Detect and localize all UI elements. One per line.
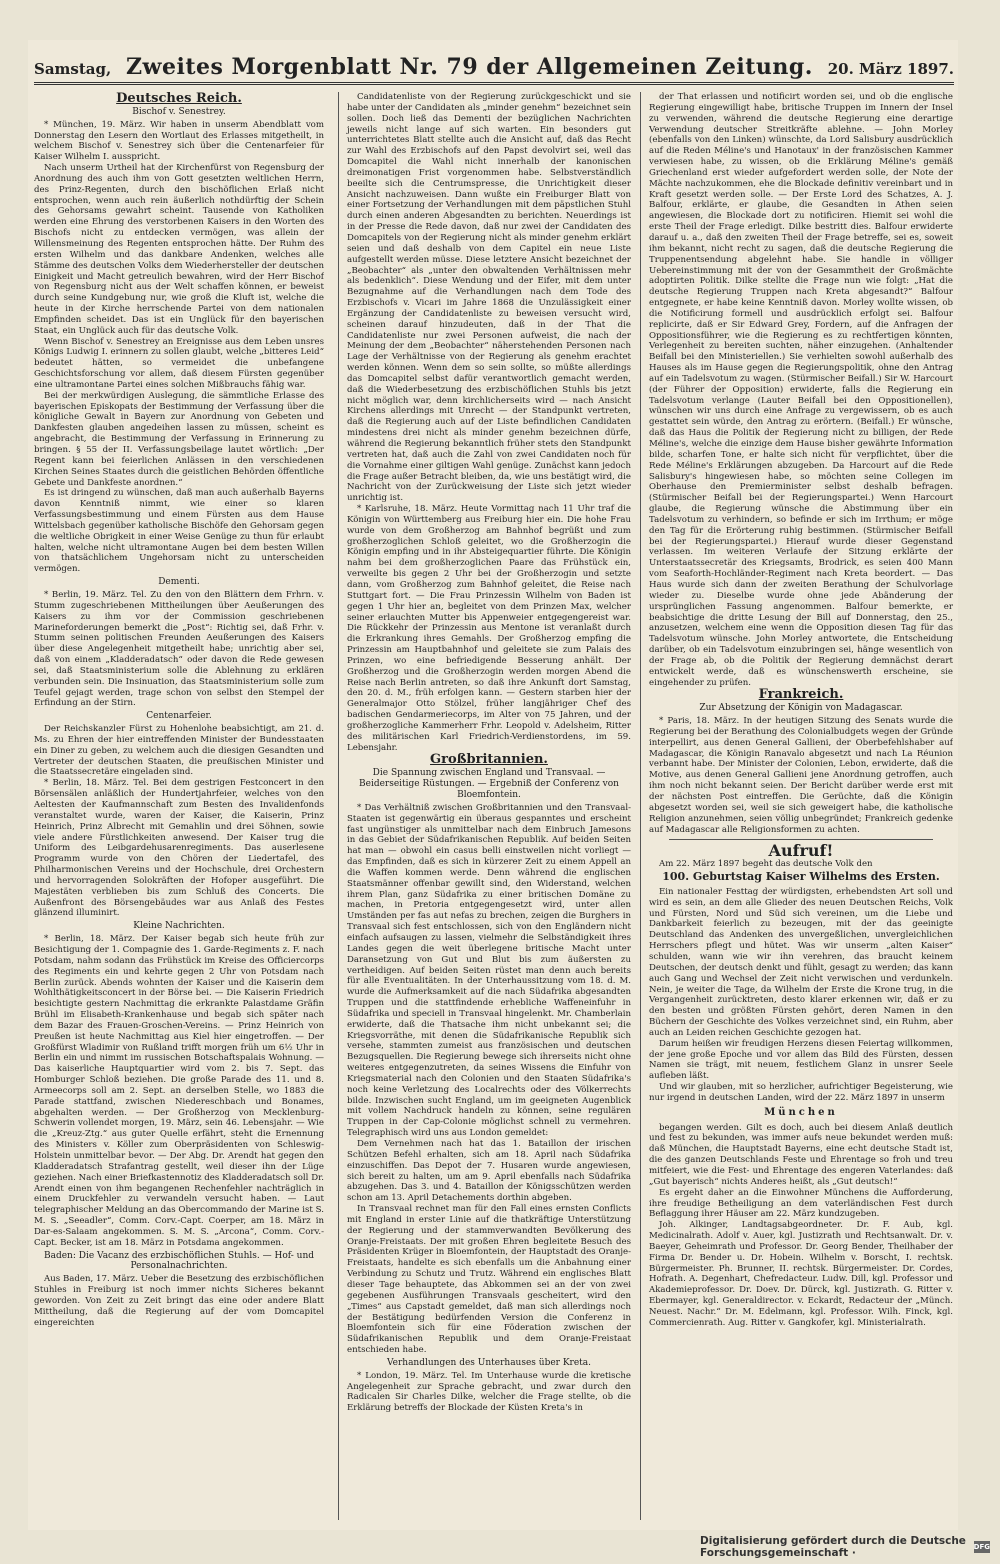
article-paragraph: * Paris, 18. März. In der heutigen Sitzung des Senats wurde die Regierung bei der Berathung des Colonialbudgets wegen der Gründe interpellirt, aus denen General Gallieni, der Oberbefehlshaber auf Madagascar, die Königin Ranavalo abgesetzt und nach La Réunion verbannt habe. Der Minister der Colonien, Lebon, erwiderte, daß die Motive, aus denen General Gallieni jene Anordnung getroffen, auch ihm noch nicht bekannt seien. Der Bericht darüber werde erst mit der nächsten Post eintreffen. Die Gerüchte, daß die Königin abgesetzt worden sei, weil sie sich geweigert habe, die katholische Religion anzunehmen, seien völlig unbegründet; Frankreich gedenke auf Madagascar alle Religionsformen zu achten. <box>649 716 953 835</box>
column-1 <box>34 92 324 1520</box>
masthead-day: Samstag, <box>34 60 112 78</box>
aufruf-paragraph: Es ergeht daher an die Einwohner Münchens die Aufforderung, ihre freudige Betheiligung an dem vaterländischen Fest durch Beflaggung ihrer Häuser am 22. März kundzugeben. <box>649 1187 953 1220</box>
article-paragraph: * München, 19. März. Wir haben in unserm Abendblatt vom Donnerstag den Lesern den Wortlaut des Erlasses mitgetheilt, in welchem Bischof v. Senestrey sich über die Centenarfeier für Kaiser Wilhelm I. ausspricht. <box>34 119 324 163</box>
article-paragraph: Es ist dringend zu wünschen, daß man auch außerhalb Bayerns davon Kenntniß nimmt, wie einer so klaren Verfassungsbestimmung und einem Fürsten aus dem Hause Wittelsbach gegenüber katholische Bischöfe den Gehorsam gegen die weltliche Obrigkeit in einer Weise Genüge zu thun für erlaubt halten, welche nicht ultramontane Augen bei dem besten Willen von thatsächlichem Ungehorsam nicht zu unterscheiden vermögen. <box>34 488 324 575</box>
subheading: Verhandlungen des Unterhauses über Kreta. <box>386 1357 592 1368</box>
article-paragraph: * Das Verhältniß zwischen Großbritannien und den Transvaal-Staaten ist gegenwärtig ein überaus gespanntes und erscheint fast ungünstiger als unmittelbar nach dem Einbruch Jamesons in das Gebiet der Südafrikanischen Republik. Auf beiden Seiten hat man — obwohl ein casus belli einstweilen nicht vorliegt — das Empfinden, daß es sich in kürzerer Zeit zu einem Appell an die Waffen kommen werde. Denn während die englischen Staatsmänner offenbar gewillt sind, den Widerstand, welchen ihrem Plan, ganz Südafrika zu einer britischen Domäne zu machen, in Pretoria entgegengesetzt wird, unter allen Umständen per fas aut nefas zu brechen, zeigen die Burghers in Transvaal sich fest entschlossen, sich von den Engländern nicht einfach aufsaugen zu lassen, vielmehr die Selbständigkeit ihres Landes gegen die weit überlegene britische Macht unter Daransetzung von Gut und Blut bis zum äußersten zu vertheidigen. Auf beiden Seiten rüstet man denn auch bereits für alle Eventualitäten. In der Unterhaussitzung vom 18. d. M. wurde die Aufmerksamkeit auf die nach Südafrika abgesandten Truppen und die stattfindende erhebliche Waffeneinfuhr in Südafrika und speciell in Transvaal hingelenkt. Mr. Chamberlain erwiderte, daß die Thatsache ihm nicht unbekannt sei; die Kriegsvorräthe, mit denen die Südafrikanische Republik sich versehe, stammten zumeist aus französischen und deutschen Bezugsquellen. Die Regierung bewege sich ihrerseits nicht ohne weiteres entgegenzutreten, da seines Wissens die Einfuhr von Kriegsmaterial nach den Colonien und den Staaten Südafrika's noch keine Verletzung des Localrechts oder des Völkerrechts bilde. Inzwischen sucht England, um im geeigneten Augenblick mit vollem Nachdruck handeln zu können, seine regulären Truppen in der Cap-Colonie möglichst schnell zu vermehren. Telegraphisch wird uns aus London gemeldet: <box>347 802 631 1139</box>
aufruf-paragraph: Darum heißen wir freudigen Herzens diesen Feiertag willkommen, der jene große Epoche und vor allem das Bild des Fürsten, dessen Namen sie trägt, mit neuem, festlichem Glanz in unsrer Seele aufleben läßt. <box>649 1038 953 1082</box>
subheading: Bischof v. Senestrey. <box>132 106 226 117</box>
aufruf-paragraph: begangen werden. Gilt es doch, auch bei diesem Anlaß deutlich und fest zu bekunden, was immer aufs neue bekundet werden muß: daß München, die Hauptstadt Bayerns, eine echt deutsche Stadt ist, die des ganzen Deutschlands Feste und Ehrentage so froh und treu mitfeiert, wie die Fest- und Ehrentage des engeren Vaterlandes: daß „Gut bayerisch“ nichts Anderes heißt, als „Gut deutsch!“ <box>649 1122 953 1187</box>
section-heading-deutsches-reich: Deutsches Reich. <box>116 92 242 106</box>
masthead <box>34 48 954 85</box>
article-paragraph: der That erlassen und notificirt worden sei, und ob die englische Regierung eingewilligt habe, britische Truppen im Innern der Insel zu verwenden, während die deutsche Regierung eine derartige Verwendung deutscher Streitkräfte ablehne. — John Morley (ebenfalls von den Linken) wünschte, da Lord Salisbury ausdrücklich auf die Reden Méline's und Hanotaux' in der französischen Kammer verwiesen habe, zu wissen, ob die Erklärung Méline's gemäß Griechenland erst wieder aufgefordert werden solle, der Note der Mächte nachzukommen, ehe die Blockade definitiv vereinbart und in Kraft gesetzt werden solle. — Der Erste Lord des Schatzes, A. J. Balfour, erklärte, er glaube, die Gesandten in Athen seien angewiesen, die Blockade dort zu notificiren. Hiemit sei wohl die erste Theil der Frage erledigt. Dilke bestritt dies. Balfour erwiderte darauf u. a., daß den zweiten Theil der Frage betreffe, sei es, soweit ihm bekannt, nicht recht zu sagen, daß die deutsche Regierung die Truppenentsendung abgelehnt habe. Sie handle in völliger Uebereinstimmung mit der von der Gesammtheit der Großmächte adoptirten Politik. Dilke stellte die Frage nun wie folgt: „Hat die deutsche Regierung Truppen nach Kreta abgesandt?“ Balfour entgegnete, er habe keine Kenntniß davon. Morley wollte wissen, ob die Notificirung formell und ausdrücklich erfolgt sei. Balfour replicirte, daß er Sir Edward Grey, Fordern, auf die Anfragen der Oppositionsführer, wie die Regierung es zu rechtfertigen könnten, Verlegenheit zu bereiten suchten, näher einzugehen. (Anhaltender Beifall bei den Ministeriellen.) Sie verhielten sowohl außerhalb des Hauses als im Hause gegen die Regierungspolitik, ohne den Antrag auf ein Tadelsvotum zu wagen. (Stürmischer Beifall.) Sir W. Harcourt (der Führer der Opposition) erwiderte, falls die Regierung ein Tadelsvotum verlange (Lauter Beifall bei den Oppositionellen), wünschen wir uns durch eine Anfrage zu vergewissern, ob es auch gestattet sein würde, den Antrag zu erörtern. (Beifall.) Er wünsche, daß das Haus die Politik der Regierung nicht zu billigen, der Rede Méline's, welche die einzige dem Hause bisher gewährte Information bilde, scharfen Tone, er halte sich nicht für verpflichtet, über die Rede Méline's Erklärungen abzugeben. Da Harcourt auf die Rede Salisbury's hingewiesen habe, so möchten seine Collegen im Oberhause den Premierminister selbst deshalb befragen. (Stürmischer Beifall bei der Regierungspartei.) Wenn Harcourt glaube, die Regierung wünsche die Abstimmung über ein Tadelsvotum zu verhindern, so befinde er sich im Irrthum; er möge den Tag für die Erörterung ruhig bestimmen. (Stürmischer Beifall bei der Regierungspartei.) Hierauf wurde dieser Gegenstand verlassen. Im weiteren Verlaufe der Sitzung erklärte der Unterstaatssecretär des Kriegsamts, Brodrick, es seien 400 Mann vom Seaforth-Hochländer-Regiment nach Kreta beordert. — Das Haus wurde sich dann der zweiten Berathung der Schulvorlage wieder zu. Dieselbe wurde ohne jede Abänderung der ursprünglichen Fassung angenommen. Balfour bemerkte, er beabsichtige die dritte Lesung der Bill auf Donnerstag, den 25., anzusetzen, welchem eine wenn die Opposition diesen Tag für das Tadelsvotum wünsche. John Morley antwortete, die Entscheidung darüber, ob ein Tadelsvotum einzubringen sei, hänge wesentlich von der Frage ab, ob die Politik der Regierung demnächst derart entwickelt werde, daß es wünschenswerth erscheine, sie eingehender zu prüfen. <box>649 92 953 688</box>
masthead-title: Zweites Morgenblatt Nr. 79 der Allgemeinen Zeitung. <box>125 54 813 80</box>
signatories-list: Joh. Alkinger, Landtagsabgeordneter. Dr. F. Aub, kgl. Medicinalrath. Adolf v. Auer, kgl. Justizrath und Rechtsanwalt. Dr. v. Baeyer, Geheimrath und Professor. Dr. Georg Bender, Theilhaber der Firma Dr. Bender u. Dr. Hobein. Wilhelm v. Borscht, I. rechtsk. Bürgermeister. Ph. Brunner, II. rechtsk. Bürgermeister. Dr. Cordes, Hofrath. A. Degenhart, Chefredacteur. Ludw. Dill, kgl. Professor und Akademieprofessor. Dr. Doev. Dr. Dürck, kgl. Justizrath. G. Ritter v. Ebermayer, kgl. Generaldirector. v. Eckardt, Redacteur der „Münch. Neuest. Nachr.“ Dr. M. Edelmann, kgl. Professor. Wilh. Finck, kgl. Commercienrath. Aug. Ritter v. Gangkofer, kgl. Ministerialrath. <box>649 1220 953 1328</box>
subheading: Die Spannung zwischen England und Transvaal. — Beiderseitige Rüstungen. — Ergebniß der Conferenz von Bloemfontein. <box>359 768 619 800</box>
aufruf-heading: Aufruf! <box>768 841 834 861</box>
article-paragraph: In Transvaal rechnet man für den Fall eines ernsten Conflicts mit England in erster Linie auf die thatkräftige Unterstützung der Regierung und der stammverwandten Bevölkerung des Oranje-Freistaats. Der mit großen Ehren begleitete Besuch des Präsidenten Krüger in Bloemfontein, der Hauptstadt des Oranje-Freistaats, handelte es sich ebenfalls um die Anbahnung einer Verbindung zu Schutz und Trutz. Während ein englisches Blatt dieser Tage behauptete, das Abkommen sei an der von zwei gegebenen Ausführungen Transvaals gescheitert, wird den „Times“ aus Capstadt gemeldet, daß man sich allerdings noch der Bestätigung bedürfenden Version die Conferenz in Bloemfontein sich für eine Föderation zwischen der Südafrikanischen Republik und dem Oranje-Freistaat entschieden habe. <box>347 1204 631 1356</box>
article-paragraph: * London, 19. März. Tel. Im Unterhause wurde die kretische Angelegenheit zur Sprache gebracht, und zwar durch den Radicalen Sir Charles Dilke, welcher die Frage stellte, ob die Erklärung betreffs der Blockade der Küsten Kreta's in <box>347 1370 631 1414</box>
dfg-logo-icon: DFG <box>973 1543 990 1551</box>
article-paragraph: Wenn Bischof v. Senestrey an Ereignisse aus dem Leben unsres Königs Ludwig I. erinnern zu sollen glaubt, welche „bitteres Leid“ bedeutet hätten, so vermeidet die unbefangene Geschichtsforschung vor allem, daß diesem Fürsten gegenüber eine ultramontane Partei eines solchen Mißbrauchs fähig war. <box>34 336 324 390</box>
subheading: Kleine Nachrichten. <box>133 921 225 932</box>
muenchen-heading: München <box>764 1106 838 1118</box>
subheading: Baden: Die Vacanz des erzbischöflichen Stuhls. — Hof- und Personalnachrichten. <box>43 1250 315 1272</box>
digitization-footer <box>700 1537 990 1557</box>
jubilee-heading: 100. Geburtstag Kaiser Wilhelms des Ersten. <box>662 870 940 884</box>
column-2 <box>338 92 631 1520</box>
section-heading-grossbritannien: Großbritannien. <box>430 752 548 768</box>
aufruf-paragraph: Und wir glauben, mit so herzlicher, aufrichtiger Begeisterung, wie nur irgend in deutschen Landen, wird der 22. März 1897 in unserm <box>649 1082 953 1103</box>
article-paragraph: * Karlsruhe, 18. März. Heute Vormittag nach 11 Uhr traf die Königin von Württemberg aus Freiburg hier ein. Die hohe Frau wurde von dem Großherzog am Bahnhof begrüßt und zum großherzoglichen Schloß geleitet, wo die Großherzogin die Königin empfing und in ihr Absteigequartier führte. Die Königin nahm bei dem großherzoglichen Paare das Frühstück ein, verweilte bis gegen 2 Uhr bei der Großherzogin und setzte dann, vom Großherzog zum Bahnhof geleitet, die Reise nach Stuttgart fort. — Die Frau Prinzessin Wilhelm von Baden ist gegen 1 Uhr hier an, begleitet von dem Prinzen Max, welcher seiner erlauchten Mutter bis Appenweier entgegengereist war. Die Rückkehr der Prinzessin aus Mentone ist veranlaßt durch die Erkrankung ihres Gemahls. Der Großherzog empfing die Prinzessin am Hauptbahnhof und geleitete sie zum Palais des Prinzen, wo eine befriedigende Besserung anhält. Der Großherzog und die Großherzogin werden morgen Abend die Reise nach Berlin antreten, so daß ihre Ankunft dort Samstag, den 20. d. M., früh erfolgen kann. — Gestern starben hier der Generalmajor Otto Stölzel, früher langjähriger Chef des badischen Gendarmeriecorps, im Alter von 75 Jahren, und der großherzogliche Kammerherr Frhr. Leopold v. Adelsheim, Ritter des militärischen Karl Friedrich-Verdienstordens, im 59. Lebensjahr. <box>347 504 631 753</box>
section-heading-frankreich: Frankreich. <box>758 687 844 703</box>
masthead-date: 20. März 1897. <box>827 60 954 78</box>
article-paragraph: Aus Baden, 17. März. Ueber die Besetzung des erzbischöflichen Stuhles in Freiburg ist noch immer nichts Sicheres bekannt geworden. Von Zeit zu Zeit bringt das eine oder andere Blatt Mittheilung, daß die Regierung auf der vom Domcapitel eingereichten <box>34 1274 324 1328</box>
article-paragraph: * Berlin, 19. März. Tel. Zu den von den Blättern dem Frhrn. v. Stumm zugeschriebenen Mittheilungen über Aeußerungen des Kaisers zu ihm vor der Commission geschriebenen Marineforderungen bemerkt die „Post“: Richtig sei, daß Frhr. v. Stumm seinen politischen Freunden Aeußerungen des Kaisers über diese Angelegenheit mitgetheilt habe; unrichtig aber sei, daß von einem „Kladderadatsch“ oder davon die Rede gewesen sei, daß Staatsministerium solle die Ablehnung zu erklären verbunden sein. Die Insinuation, das Staatsministerium solle zum Teufel gejagt werden, trage schon von selbst den Stempel der Erfindung an der Stirn. <box>34 589 324 709</box>
article-paragraph: Nach unserm Urtheil hat der Kirchenfürst von Regensburg der Anordnung des auch ihm von Gott gesetzten weltlichen Herrn, des Prinz-Regenten, durch den bischöflichen Erlaß nicht entsprochen, wenn auch rein äußerlich nothdürftig der Schein des Gehorsams gewahrt scheint. Tausende von Katholiken werden eine Ehrung des verstorbenen Kaisers in den Worten des Bischofs nicht zu entdecken vermögen, was allein der Willensmeinung des Regenten entsprochen hätte. Der Ruhm des ersten Wilhelm und das dankbare Andenken, welches alle Stämme des deutschen Volks dem Wiederhersteller der deutschen Einigkeit und Macht getreulich bewahren, wird der Herr Bischof von Regensburg nicht aus der Welt schaffen können, er beweist durch seine Kundgebung nur, wie groß die Kluft ist, welche die heute in der Kirche herrschende Partei von dem nationalen Empfinden scheidet. Das ist ein Unglück für den bayerischen Staat, ein Unglück auch für das deutsche Volk. <box>34 163 324 336</box>
article-paragraph: Der Reichskanzler Fürst zu Hohenlohe beabsichtigt, am 21. d. Ms. zu Ehren der hier eintreffenden Minister der Bundesstaaten ein Diner zu geben, zu welchem auch die diesigen Gesandten und Vertreter der deutschen Staaten, die preußischen Minister und die Staatssecretäre eingeladen sind. <box>34 724 324 778</box>
article-paragraph: * Berlin, 18. März. Tel. Bei dem gestrigen Festconcert in den Börsensälen anläßlich der Hundertjahrfeier, welches von den Aeltesten der Kaufmannschaft zum Besten des Invalidenfonds veranstaltet wurde, waren der Kaiser, die Kaiserin, Prinz Heinrich, Prinz Albrecht mit Gemahlin und drei Söhnen, sowie viele andere Fürstlichkeiten anwesend. Der Kaiser trug die Uniform des Leibgardehusarenregiments. Das auserlesene Programm wurde von den Chören der Liedertafel, des Philharmonischen Vereins und der Hochschule, drei Orchestern und hervorragenden Solokräften der Hofoper ausgeführt. Die Majestäten verblieben bis zum Schluß des Concerts. Die Außenfront des Börsengebäudes war aus Anlaß des Festes glänzend illuminirt. <box>34 778 324 919</box>
aufruf-paragraph: Ein nationaler Festtag der würdigsten, erhebendsten Art soll und wird es sein, an dem alle Glieder des neuen Deutschen Reichs, Volk und Fürsten, Nord und Süd sich vereinen, um die Liebe und Dankbarkeit feierlich zu bezeugen, mit der das geeinigte Deutschland das Andenken des unvergeßlichen, unvergleichlichen Herrschers pflegt und hütet. Was wir unserm „alten Kaiser“ schulden, wann wie wir ihn verehren, das braucht keinem Deutschen, der deutsch denkt und fühlt, gesagt zu werden; das kann auch Gang und Wechsel der Zeit nicht verwischen und verdunkeln. Nein, je weiter die Tage, da Wilhelm der Erste die Krone trug, in die Vergangenheit zurücktreten, desto klarer erkennen wir, daß er zu den besten und größten Fürsten gehört, deren Namen in den Büchern der Geschichte des Volkes verzeichnet sind, ein Ruhm, aber auch an Leiden reichen Geschichte gezogen hat. <box>649 886 953 1038</box>
subheading: Zur Absetzung der Königin von Madagascar. <box>699 703 903 714</box>
article-paragraph: Bei der merkwürdigen Auslegung, die sämmtliche Erlasse des bayerischen Episkopats der Bestimmung der Verfassung über die königliche Gewalt in Bayern zur Anordnung von Gebeten und Dankfesten glauben angedeihen lassen zu müssen, scheint es angebracht, die Bestimmung der Verfassung in Erinnerung zu bringen. § 55 der II. Verfassungsbeilage lautet wörtlich: „Der Regent kann bei feierlichen Anlässen in den verschiedenen Kirchen Seines Staates durch die geistlichen Behörden öffentliche Gebete und Dankfeste anordnen.“ <box>34 390 324 488</box>
aufruf-paragraph: Am 22. März 1897 begeht das deutsche Volk den <box>659 859 873 870</box>
article-paragraph: Dem Vernehmen nach hat das 1. Bataillon der irischen Schützen Befehl erhalten, sich am 18. April nach Südafrika einzuschiffen. Das Depot der 7. Husaren wurde angewiesen, sich bereit zu halten, um am 9. April ebenfalls nach Südafrika abzugehen. Das 3. und 4. Bataillon der Königsschützen werden schon am 13. April Detachements dorthin abgeben. <box>347 1139 631 1204</box>
article-paragraph: Candidatenliste von der Regierung zurückgeschickt und sie habe unter der Candidaten als „minder genehm“ bezeichnet sein sollen. Doch ließ das Dementi der bezüglichen Nachrichten jeweils nicht lange auf sich warten. Ein besonders gut unterrichtetes Blatt stellte auch die Ansicht auf, daß das Recht zur Wahl des Erzbischofs auf den Papst devolvirt sei, weil das Domcapitel die Wahl nicht innerhalb der kanonischen dreimonatigen Frist vorgenommen habe. Selbstverständlich beeilte sich die Centrumspresse, die Unrichtigkeit dieser Ansicht nachzuweisen. Dann wußte ein Freiburger Blatt von einer Fortsetzung der Verhandlungen mit dem päpstlichen Stuhl durch einen anderen Abgesandten zu berichten. Neuerdings ist in der Presse die Rede davon, daß nur zwei der Candidaten des Domcapitels von der Regierung nicht als minder genehm erklärt seien und daß deshalb von dem Capitel ein neue Liste aufgestellt werden müsse. Diese letztere Ansicht bezeichnet der „Beobachter“ als „unter den obwaltenden Verhältnissen mehr als bedenklich“. Diese Wendung und der Eifer, mit dem unter Bezugnahme auf die Verhandlungen nach dem Tode des Erzbischofs v. Vicari im Jahre 1868 die Unzulässigkeit einer Ergänzung der Candidatenliste zu beweisen versucht wird, scheinen darauf hinzudeuten, daß in der That die Candidatenliste nur zwei Personen aufweist, die nach der Meinung der dem „Beobachter“ näherstehenden Personen nach Lage der Verhältnisse von der Regierung als genehm erachtet werden können. Wenn dem so sein sollte, so müßte allerdings das Domcapitel selbst dafür verantwortlich gemacht werden, daß die Wiederbesetzung des erzbischöflichen Stuhls bis jetzt nicht möglich war, denn kirchlicherseits wird — nach Ansicht Kirchens allerdings mit Unrecht — der Standpunkt vertreten, daß die Regierung auch auf der Liste befindlichen Candidaten mindestens drei nicht als minder genehm bezeichnen dürfe, während die Regierung bekanntlich früher stets den Standpunkt vertreten hat, daß auch die Zahl von zwei Candidaten noch für die Vornahme einer giltigen Wahl genüge. Zunächst kann jedoch die Frage außer Betracht bleiben, da, wie uns bestätigt wird, die Nachricht von der Zurückweisung der Liste sich jetzt wieder unrichtig ist. <box>347 92 631 504</box>
footer-text: Digitalisierung gefördert durch die Deutsche Forschungsgemeinschaft · <box>700 1535 966 1559</box>
subheading: Centenarfeier. <box>146 711 212 722</box>
column-3 <box>640 92 953 1520</box>
subheading: Dementi. <box>158 577 200 588</box>
divider <box>669 839 933 840</box>
article-paragraph: * Berlin, 18. März. Der Kaiser begab sich heute früh zur Besichtigung der 1. Compagnie des 1. Garde-Regiments z. F. nach Potsdam, nahm sodann das Frühstück im Kreise des Officiercorps des Regiments ein und kehrte gegen 2 Uhr von Potsdam nach Berlin zurück. Abends wohnten der Kaiser und die Kaiserin dem Wohlthätigkeitsconcert in der Börse bei. — Die Kaiserin Friedrich besichtigte gestern Nachmittag die erkrankte Palastdame Gräfin Brühl im Elisabeth-Krankenhause und begab sich später nach dem Bazar des Frauen-Groschen-Vereins. — Prinz Heinrich von Preußen ist heute Nachmittag aus Kiel hier eingetroffen. — Der Großfürst Wladimir von Rußland trifft morgen früh um 6½ Uhr in Berlin ein und nimmt im russischen Botschaftspalais Wohnung. — Das kaiserliche Hauptquartier wird vom 2. bis 7. Sept. das Homburger Schloß beziehen. Die große Parade des 11. und 8. Armeecorps soll am 2. Sept. an derselben Stelle, wo 1883 die Parade stattfand, zwischen Niedereschbach und Bonames, abgehalten werden. — Der Großherzog von Mecklenburg-Schwerin vollendet morgen, 19. März, sein 46. Lebensjahr. — Wie die „Kreuz-Ztg.“ aus guter Quelle erfährt, steht die Ernennung des Ministers v. Köller zum Oberpräsidenten von Schleswig-Holstein unmittelbar bevor. — Der Abg. Dr. Arendt hat gegen den Kladderadatsch Strafantrag gestellt, weil dieser ihn der Lüge geziehen. Nach einer Briefkastennotiz des Kladderadatsch soll Dr. Arendt einen von ihm begangenen Rechenfehler nachträglich in einem Druckfehler zu verwandeln versucht haben. — Laut telegraphischer Meldung an das Obercommando der Marine ist S. M. S. „Seeadler“, Comm. Corv.-Capt. Coerper, am 18. März in Dar-es-Salaam angekommen. S. M. S. „Arcona“, Comm. Corv.-Capt. Becker, ist am 18. März in Potsdama angekommen. <box>34 934 324 1248</box>
